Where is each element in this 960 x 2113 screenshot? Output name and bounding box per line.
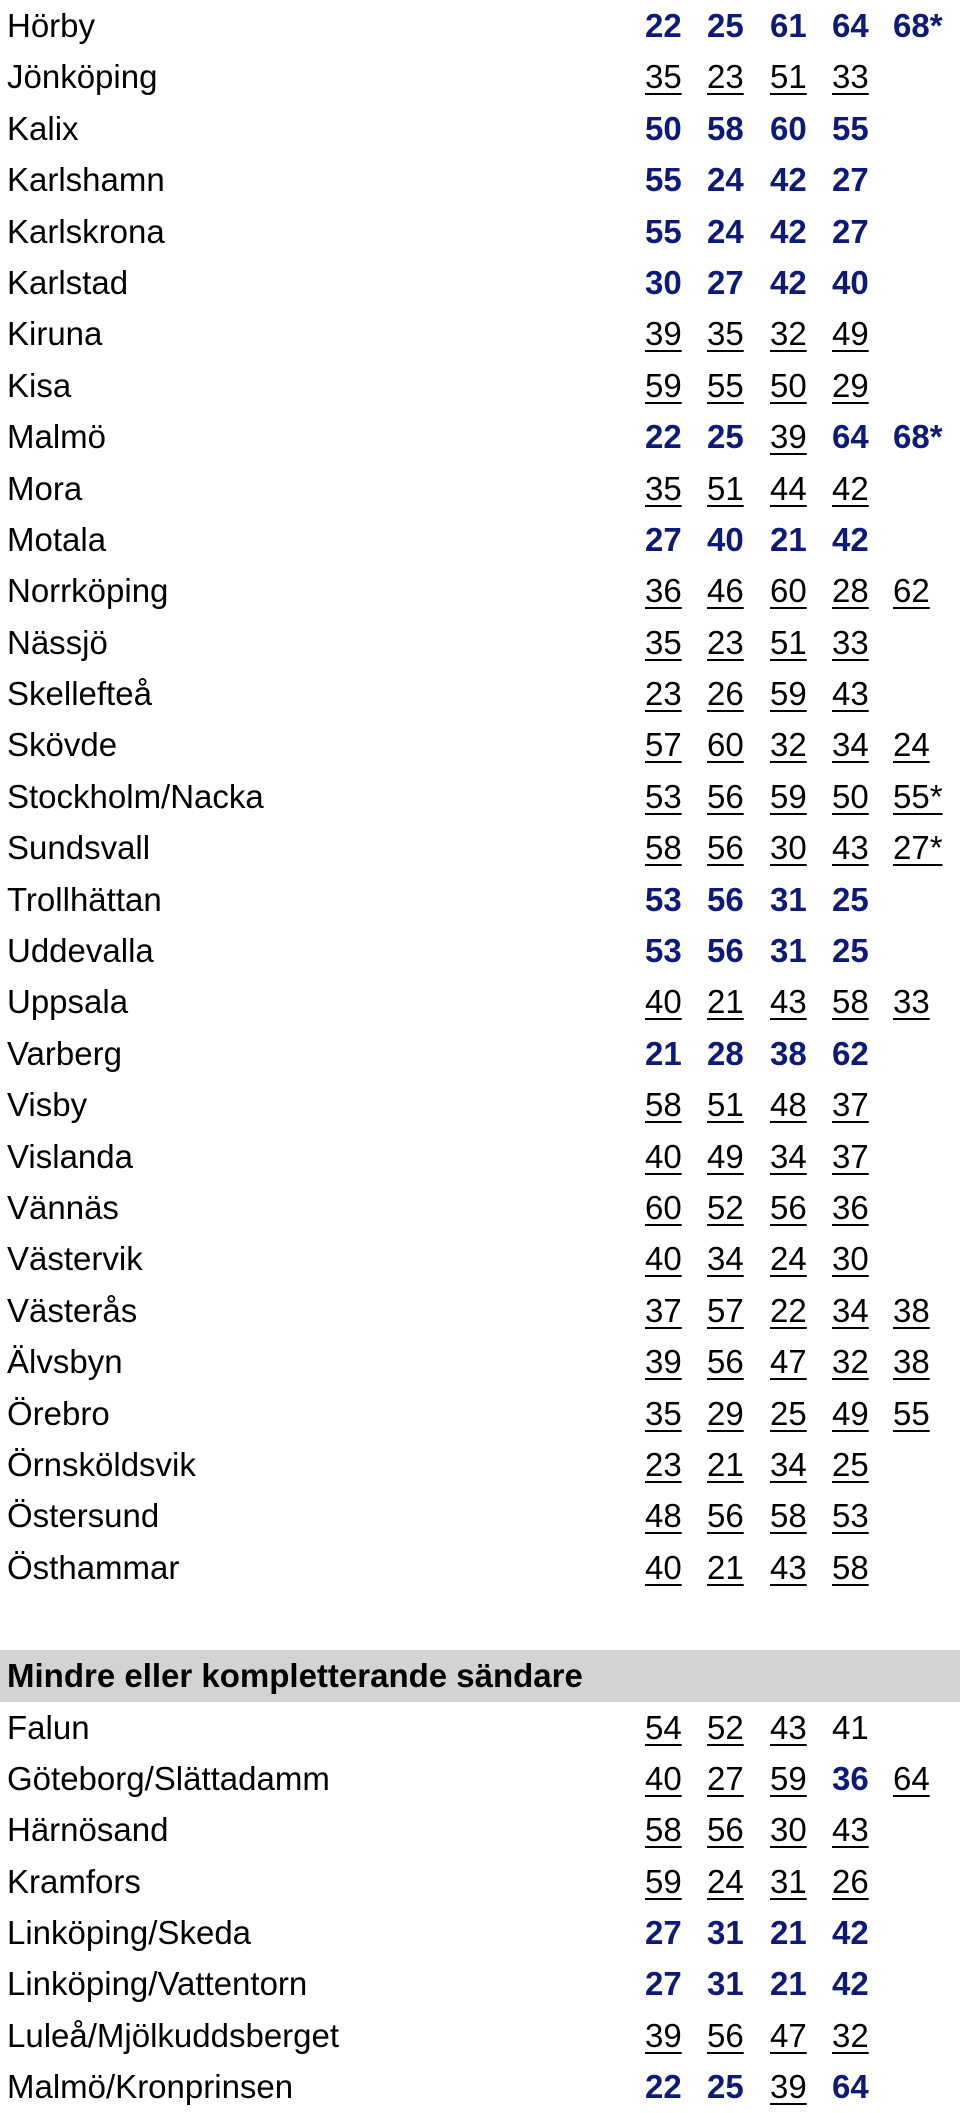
channel-link[interactable]: 29 bbox=[832, 366, 869, 404]
channel-link[interactable]: 46 bbox=[707, 572, 744, 610]
table-row bbox=[0, 771, 960, 822]
channel-number: 42 bbox=[832, 520, 869, 558]
channel-link[interactable]: 48 bbox=[645, 1497, 682, 1535]
channel-link[interactable]: 56 bbox=[707, 829, 744, 867]
channel-link[interactable]: 27* bbox=[893, 829, 943, 867]
channel-link[interactable]: 62 bbox=[893, 572, 930, 610]
table-row bbox=[0, 51, 960, 102]
channel-number: 27 bbox=[707, 263, 744, 301]
table-row bbox=[0, 257, 960, 308]
section-header: Mindre eller kompletterande sändare bbox=[0, 1650, 960, 1701]
channel-link[interactable]: 30 bbox=[832, 1240, 869, 1278]
table-row bbox=[0, 1182, 960, 1233]
channel-number: 53 bbox=[645, 880, 682, 918]
city-name: Varberg bbox=[7, 1034, 122, 1072]
channel-link[interactable]: 21 bbox=[707, 1548, 744, 1586]
channel-link[interactable]: 49 bbox=[832, 315, 869, 353]
channel-link[interactable]: 38 bbox=[893, 1343, 930, 1381]
channel-link[interactable]: 34 bbox=[832, 726, 869, 764]
channel-number: 64 bbox=[832, 2068, 869, 2106]
channel-link[interactable]: 22 bbox=[770, 1291, 807, 1329]
channel-link[interactable]: 59 bbox=[770, 777, 807, 815]
channel-link[interactable]: 50 bbox=[770, 366, 807, 404]
city-name: Karlstad bbox=[7, 263, 129, 301]
table-row bbox=[0, 1131, 960, 1182]
channel-number: 42 bbox=[770, 263, 807, 301]
table-row bbox=[0, 1079, 960, 1130]
channel-link[interactable]: 54 bbox=[645, 1708, 682, 1746]
channel-number: 24 bbox=[707, 212, 744, 250]
channel-link[interactable]: 33 bbox=[832, 58, 869, 96]
city-name: Älvsbyn bbox=[7, 1343, 123, 1381]
channel-number: 55 bbox=[645, 212, 682, 250]
city-name: Östersund bbox=[7, 1497, 160, 1535]
channel-number: 55 bbox=[832, 109, 869, 147]
table-row bbox=[0, 1542, 960, 1593]
channel-link[interactable]: 32 bbox=[832, 1343, 869, 1381]
spacer bbox=[0, 1593, 960, 1650]
channel-link[interactable]: 32 bbox=[832, 2016, 869, 2054]
city-name: Västerås bbox=[7, 1291, 138, 1329]
channel-number: 31 bbox=[770, 880, 807, 918]
city-name: Sundsvall bbox=[7, 829, 151, 867]
city-name: Mora bbox=[7, 469, 83, 507]
channel-link[interactable]: 35 bbox=[645, 469, 682, 507]
channel-link[interactable]: 21 bbox=[707, 1445, 744, 1483]
table-row bbox=[0, 1907, 960, 1958]
channel-link[interactable]: 48 bbox=[770, 1086, 807, 1124]
channel-link[interactable]: 24 bbox=[770, 1240, 807, 1278]
channel-link[interactable]: 53 bbox=[645, 777, 682, 815]
channel-link[interactable]: 59 bbox=[770, 675, 807, 713]
channel-link[interactable]: 40 bbox=[645, 1548, 682, 1586]
channel-number: 27 bbox=[645, 1914, 682, 1952]
channel-number: 27 bbox=[645, 1965, 682, 2003]
table-row bbox=[0, 154, 960, 205]
channel-link[interactable]: 27 bbox=[707, 1759, 744, 1797]
channel-number: 42 bbox=[770, 161, 807, 199]
channel-number: 42 bbox=[832, 1965, 869, 2003]
channel-number: 68* bbox=[893, 7, 943, 44]
channel-link[interactable]: 50 bbox=[832, 777, 869, 815]
table-row bbox=[0, 1958, 960, 2009]
table-row bbox=[0, 1753, 960, 1804]
channel-link[interactable]: 39 bbox=[770, 418, 807, 456]
channel-link[interactable]: 40 bbox=[645, 1137, 682, 1175]
channel-number: 38 bbox=[770, 1034, 807, 1072]
table-row bbox=[0, 2010, 960, 2061]
channel-number: 55 bbox=[645, 161, 682, 199]
channel-link[interactable]: 57 bbox=[707, 1291, 744, 1329]
channel-number: 56 bbox=[707, 880, 744, 918]
channel-number: 22 bbox=[645, 418, 682, 456]
channel-number: 31 bbox=[770, 932, 807, 970]
city-name: Kramfors bbox=[7, 1862, 141, 1900]
channel-link[interactable]: 43 bbox=[770, 1708, 807, 1746]
channel-link[interactable]: 25 bbox=[770, 1394, 807, 1432]
channel-link[interactable]: 26 bbox=[707, 675, 744, 713]
channel-link[interactable]: 24 bbox=[707, 1862, 744, 1900]
channel-link[interactable]: 21 bbox=[707, 983, 744, 1021]
channel-number: 27 bbox=[832, 161, 869, 199]
channel-link[interactable]: 24 bbox=[893, 726, 930, 764]
channel-link[interactable]: 40 bbox=[645, 1240, 682, 1278]
table-row bbox=[0, 1028, 960, 1079]
table-row bbox=[0, 1285, 960, 1336]
channel-link[interactable]: 36 bbox=[832, 1188, 869, 1226]
channel-link[interactable]: 36 bbox=[645, 572, 682, 610]
city-name: Trollhättan bbox=[7, 880, 162, 918]
channel-number: 21 bbox=[770, 1965, 807, 2003]
table-row bbox=[0, 1856, 960, 1907]
city-name: Falun bbox=[7, 1708, 90, 1746]
table-row bbox=[0, 565, 960, 616]
channel-number: 64 bbox=[832, 7, 869, 44]
table-row bbox=[0, 1702, 960, 1753]
table-row bbox=[0, 514, 960, 565]
channel-number: 25 bbox=[707, 7, 744, 44]
channel-link[interactable]: 35 bbox=[645, 623, 682, 661]
channel-link[interactable]: 30 bbox=[770, 1811, 807, 1849]
channel-link[interactable]: 23 bbox=[707, 58, 744, 96]
channel-link[interactable]: 42 bbox=[832, 469, 869, 507]
channel-number: 22 bbox=[645, 7, 682, 44]
channel-link[interactable]: 56 bbox=[707, 777, 744, 815]
channel-link[interactable]: 51 bbox=[770, 58, 807, 96]
channel-link[interactable]: 35 bbox=[707, 315, 744, 353]
channel-number: 30 bbox=[645, 263, 682, 301]
channel-link[interactable]: 43 bbox=[832, 675, 869, 713]
channel-number: 31 bbox=[707, 1914, 744, 1952]
table-row bbox=[0, 206, 960, 257]
table-row bbox=[0, 2061, 960, 2112]
city-name: Linköping/Skeda bbox=[7, 1914, 252, 1952]
channel-link[interactable]: 55 bbox=[893, 1394, 930, 1432]
channel-number: 27 bbox=[832, 212, 869, 250]
channel-link[interactable]: 37 bbox=[832, 1137, 869, 1175]
table-row bbox=[0, 1804, 960, 1855]
city-name: Göteborg/Slättadamm bbox=[7, 1759, 330, 1797]
table-row bbox=[0, 1336, 960, 1387]
city-name: Nässjö bbox=[7, 623, 108, 661]
city-name: Uppsala bbox=[7, 983, 129, 1021]
channel-link[interactable]: 55 bbox=[707, 366, 744, 404]
channel-link[interactable]: 26 bbox=[832, 1862, 869, 1900]
city-name: Örnsköldsvik bbox=[7, 1445, 196, 1483]
channel-link[interactable]: 56 bbox=[707, 1497, 744, 1535]
channel-number: 25 bbox=[832, 880, 869, 918]
city-name: Vislanda bbox=[7, 1137, 133, 1175]
channel-number: 40 bbox=[707, 520, 744, 558]
channel-link[interactable]: 57 bbox=[645, 726, 682, 764]
channel-link[interactable]: 51 bbox=[770, 623, 807, 661]
table-row bbox=[0, 0, 960, 51]
channel-link[interactable]: 23 bbox=[707, 623, 744, 661]
table-row bbox=[0, 463, 960, 514]
table-row bbox=[0, 103, 960, 154]
channel-link[interactable]: 64 bbox=[893, 1759, 930, 1797]
channel-link[interactable]: 59 bbox=[770, 1759, 807, 1797]
channel-link[interactable]: 44 bbox=[770, 469, 807, 507]
table-row bbox=[0, 925, 960, 976]
table-row bbox=[0, 617, 960, 668]
channel-link[interactable]: 47 bbox=[770, 1343, 807, 1381]
channel-number: 21 bbox=[645, 1034, 682, 1072]
channel-number: 36 bbox=[832, 1759, 869, 1797]
channel-link[interactable]: 40 bbox=[645, 1759, 682, 1797]
channel-number: 21 bbox=[770, 520, 807, 558]
city-name: Karlshamn bbox=[7, 161, 165, 199]
channel-link[interactable]: 56 bbox=[707, 2016, 744, 2054]
channel-number: 53 bbox=[645, 932, 682, 970]
channel-link[interactable]: 40 bbox=[645, 983, 682, 1021]
city-name: Kisa bbox=[7, 366, 72, 404]
channel-link[interactable]: 25 bbox=[832, 1445, 869, 1483]
table-row bbox=[0, 1439, 960, 1490]
table-row bbox=[0, 1388, 960, 1439]
city-name: Skellefteå bbox=[7, 675, 152, 713]
table-row bbox=[0, 308, 960, 359]
channel-link[interactable]: 23 bbox=[645, 1445, 682, 1483]
channel-number: 25 bbox=[707, 2068, 744, 2106]
channel-link[interactable]: 56 bbox=[707, 1811, 744, 1849]
channel-link[interactable]: 37 bbox=[645, 1291, 682, 1329]
channel-link[interactable]: 43 bbox=[770, 983, 807, 1021]
table-row bbox=[0, 874, 960, 925]
channel-number: 58 bbox=[707, 109, 744, 147]
channel-link[interactable]: 58 bbox=[645, 829, 682, 867]
channel-link[interactable]: 59 bbox=[645, 1862, 682, 1900]
channel-number: 31 bbox=[707, 1965, 744, 2003]
table-row bbox=[0, 1490, 960, 1541]
channel-link[interactable]: 33 bbox=[893, 983, 930, 1021]
city-name: Västervik bbox=[7, 1240, 143, 1278]
channel-number: 42 bbox=[832, 1914, 869, 1952]
channel-link[interactable]: 34 bbox=[770, 1445, 807, 1483]
channel-link[interactable]: 52 bbox=[707, 1188, 744, 1226]
city-name: Jönköping bbox=[7, 58, 158, 96]
channel-link[interactable]: 38 bbox=[893, 1291, 930, 1329]
city-name: Uddevalla bbox=[7, 932, 154, 970]
city-name: Norrköping bbox=[7, 572, 169, 610]
channel-link[interactable]: 53 bbox=[832, 1497, 869, 1535]
channel-link[interactable]: 52 bbox=[707, 1708, 744, 1746]
city-name: Vännäs bbox=[7, 1188, 119, 1226]
channel-link[interactable]: 58 bbox=[832, 1548, 869, 1586]
table-row bbox=[0, 360, 960, 411]
table-row bbox=[0, 976, 960, 1027]
channel-link[interactable]: 47 bbox=[770, 2016, 807, 2054]
channel-link[interactable]: 39 bbox=[645, 315, 682, 353]
channel-link[interactable]: 56 bbox=[707, 1343, 744, 1381]
channel-link[interactable]: 60 bbox=[770, 572, 807, 610]
city-name: Kiruna bbox=[7, 315, 103, 353]
channel-link[interactable]: 39 bbox=[645, 2016, 682, 2054]
channel-link[interactable]: 59 bbox=[645, 366, 682, 404]
channel-link[interactable]: 58 bbox=[645, 1086, 682, 1124]
city-name: Visby bbox=[7, 1086, 88, 1124]
channel-link[interactable]: 58 bbox=[770, 1497, 807, 1535]
city-name: Motala bbox=[7, 520, 107, 558]
channel-link[interactable]: 60 bbox=[707, 726, 744, 764]
channel-link[interactable]: 60 bbox=[645, 1188, 682, 1226]
channel-number: 61 bbox=[770, 7, 807, 44]
channel-link[interactable]: 39 bbox=[645, 1343, 682, 1381]
channel-number: 56 bbox=[707, 932, 744, 970]
channel-number: 28 bbox=[707, 1034, 744, 1072]
channel-link[interactable]: 39 bbox=[770, 2068, 807, 2106]
table-row bbox=[0, 822, 960, 873]
city-name: Östhammar bbox=[7, 1548, 180, 1586]
channel-link[interactable]: 43 bbox=[832, 1811, 869, 1849]
channel-number: 42 bbox=[770, 212, 807, 250]
channel-number: 50 bbox=[645, 109, 682, 147]
channel-link[interactable]: 55* bbox=[893, 777, 943, 815]
channel-link[interactable]: 23 bbox=[645, 675, 682, 713]
channel-link[interactable]: 33 bbox=[832, 623, 869, 661]
channel-link[interactable]: 32 bbox=[770, 315, 807, 353]
channel-number: 21 bbox=[770, 1914, 807, 1952]
channel-link[interactable]: 35 bbox=[645, 58, 682, 96]
city-name: Örebro bbox=[7, 1394, 110, 1432]
channel-link[interactable]: 28 bbox=[832, 572, 869, 610]
channel-link[interactable]: 32 bbox=[770, 726, 807, 764]
channel-number: 24 bbox=[707, 161, 744, 199]
city-name: Kalix bbox=[7, 109, 79, 147]
channel-number: 40 bbox=[832, 263, 869, 301]
city-name: Skövde bbox=[7, 726, 118, 764]
city-name: Malmö bbox=[7, 418, 107, 456]
city-name: Stockholm/Nacka bbox=[7, 777, 264, 815]
channel-link[interactable]: 51 bbox=[707, 1086, 744, 1124]
channel-number: 62 bbox=[832, 1034, 869, 1072]
channel-link[interactable]: 58 bbox=[645, 1811, 682, 1849]
channel-link[interactable]: 49 bbox=[832, 1394, 869, 1432]
city-name: Härnösand bbox=[7, 1811, 169, 1849]
channel-number: 22 bbox=[645, 2068, 682, 2106]
channel-number: 64 bbox=[832, 418, 869, 456]
city-name: Karlskrona bbox=[7, 212, 165, 250]
channel-link[interactable]: 34 bbox=[832, 1291, 869, 1329]
channel-link[interactable]: 43 bbox=[770, 1548, 807, 1586]
channel-number: 41 bbox=[832, 1708, 869, 1746]
channel-number: 60 bbox=[770, 109, 807, 147]
city-name: Hörby bbox=[7, 7, 96, 44]
channel-link[interactable]: 29 bbox=[707, 1394, 744, 1432]
channel-link[interactable]: 58 bbox=[832, 983, 869, 1021]
city-name: Malmö/Kronprinsen bbox=[7, 2068, 294, 2106]
channel-link[interactable]: 34 bbox=[770, 1137, 807, 1175]
city-name: Linköping/Vattentorn bbox=[7, 1965, 308, 2003]
channel-link[interactable]: 34 bbox=[707, 1240, 744, 1278]
channel-link[interactable]: 30 bbox=[770, 829, 807, 867]
channel-link[interactable]: 37 bbox=[832, 1086, 869, 1124]
channel-link[interactable]: 31 bbox=[770, 1862, 807, 1900]
channel-number: 27 bbox=[645, 520, 682, 558]
channel-link[interactable]: 51 bbox=[707, 469, 744, 507]
table-row bbox=[0, 719, 960, 770]
city-name: Luleå/Mjölkuddsberget bbox=[7, 2016, 340, 2054]
channel-link[interactable]: 43 bbox=[832, 829, 869, 867]
channel-link[interactable]: 35 bbox=[645, 1394, 682, 1432]
table-row bbox=[0, 668, 960, 719]
channel-number: 68* bbox=[893, 418, 943, 456]
secondary-transmitter-table bbox=[0, 1702, 960, 2113]
channel-link[interactable]: 49 bbox=[707, 1137, 744, 1175]
channel-number: 25 bbox=[707, 418, 744, 456]
channel-link[interactable]: 56 bbox=[770, 1188, 807, 1226]
channel-number: 25 bbox=[832, 932, 869, 970]
table-row bbox=[0, 411, 960, 462]
table-row bbox=[0, 1233, 960, 1284]
